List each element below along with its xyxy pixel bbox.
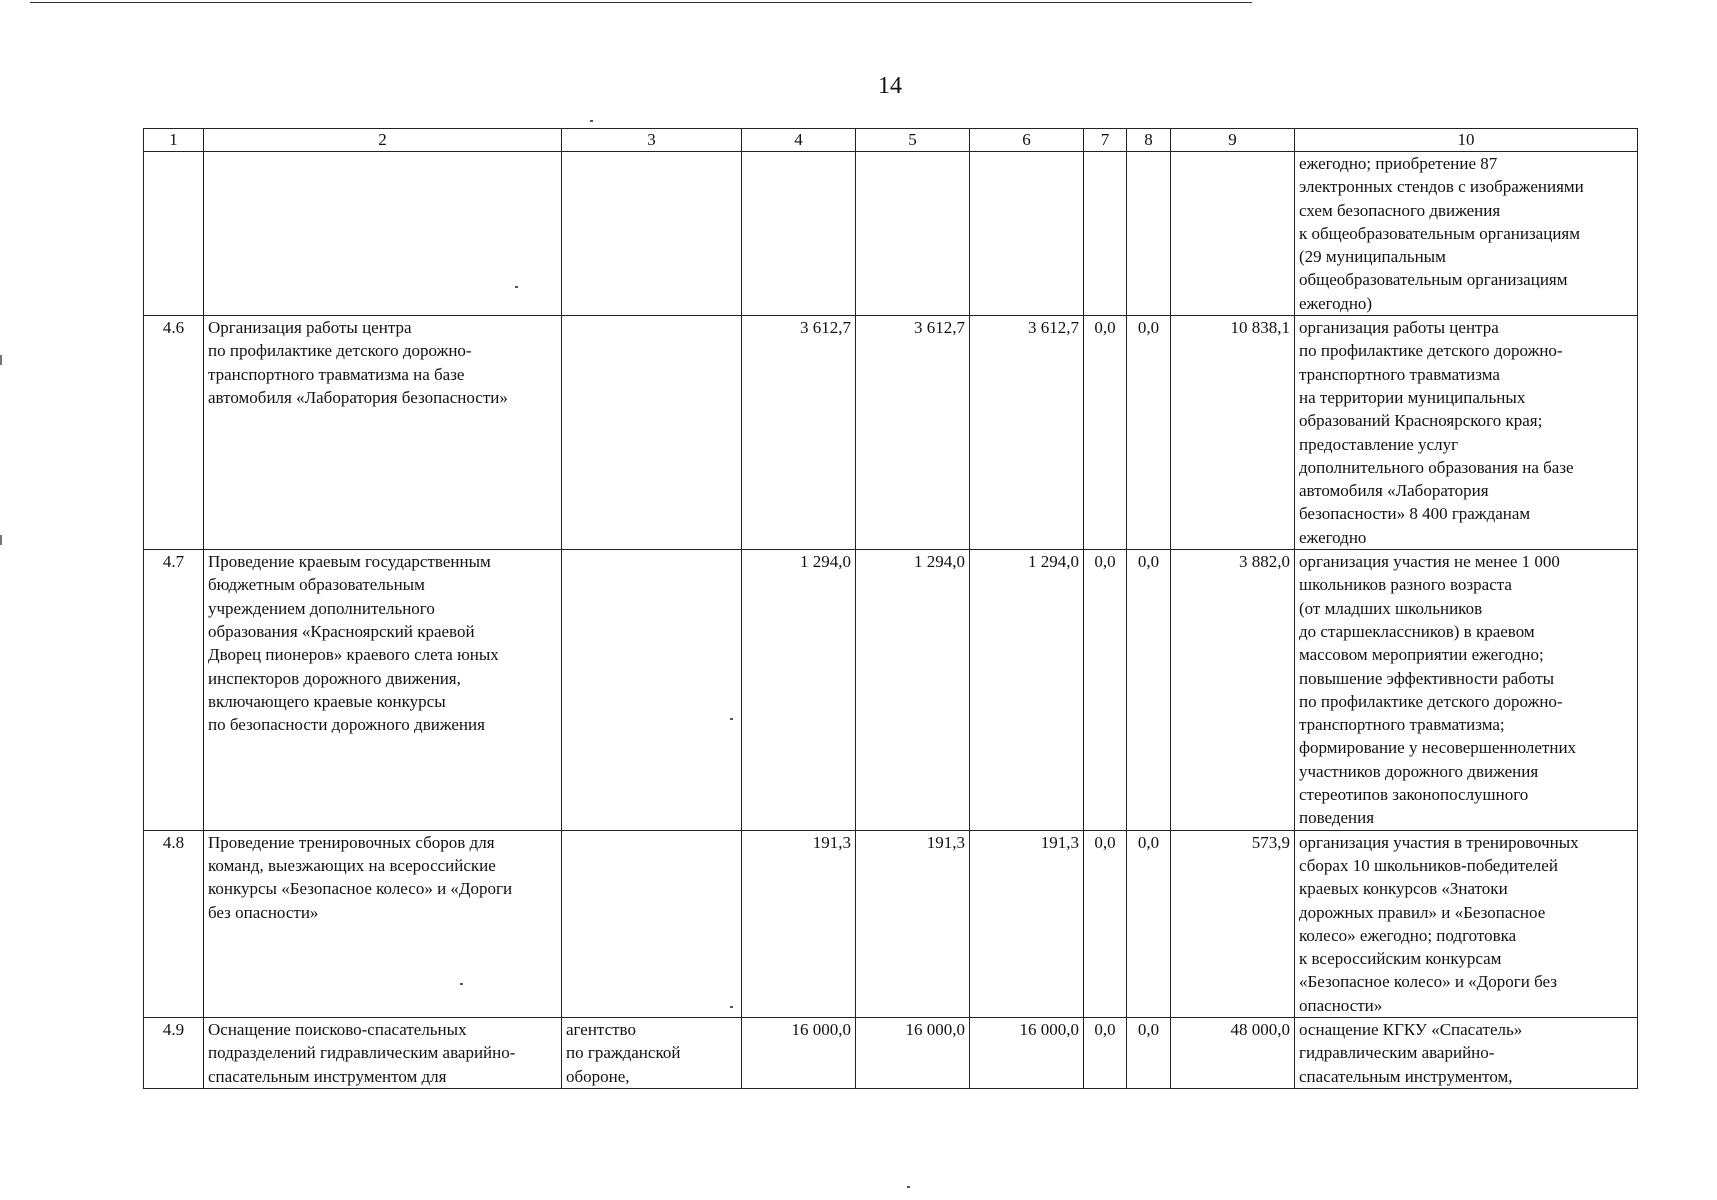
row-number-cell: 4.7 (144, 550, 204, 831)
column-header: 6 (970, 129, 1084, 152)
cell-text-line: ежегодно (1299, 527, 1367, 547)
amount-cell-7 (1084, 152, 1127, 316)
amount-cell-7: 0,0 (1084, 550, 1127, 831)
result-cell (1295, 1017, 1638, 1088)
scan-speck (590, 120, 593, 122)
cell-text-line: подразделений гидравлическим аварийно- (208, 1043, 516, 1063)
cell-text-line: безопасности» 8 400 гражданам (1299, 504, 1531, 524)
amount-cell-4: 3 612,7 (742, 316, 856, 550)
amount-cell-7: 0,0 (1084, 830, 1127, 1017)
cell-text-line: инспекторов дорожного движения, (208, 668, 461, 688)
cell-text-line: сборах 10 школьников-победителей (1299, 855, 1558, 875)
amount-cell-6 (970, 152, 1084, 316)
cell-text-line: агентство (566, 1019, 636, 1039)
cell-text-line: спасательным инструментом, (1299, 1066, 1513, 1086)
column-header: 10 (1295, 129, 1638, 152)
cell-text-line: по безопасности дорожного движения (208, 715, 485, 735)
cell-text-line: Дворец пионеров» краевого слета юных (208, 645, 499, 665)
cell-text-line: электронных стендов с изображениями (1299, 177, 1584, 197)
total-cell: 10 838,1 (1171, 316, 1295, 550)
cell-text-line: школьников разного возраста (1299, 575, 1512, 595)
cell-text-line: образований Красноярского края; (1299, 411, 1543, 431)
cell-text-line: повышение эффективности работы (1299, 668, 1555, 688)
scan-speck (907, 1186, 910, 1188)
result-cell (1295, 152, 1638, 316)
cell-text-line: поведения (1299, 808, 1375, 828)
table-row (144, 1017, 1638, 1088)
column-header: 9 (1171, 129, 1295, 152)
cell-text-line: краевых конкурсов «Знатоки (1299, 879, 1508, 899)
amount-cell-6: 16 000,0 (970, 1017, 1084, 1088)
cell-text-line: формирование у несовершеннолетних (1299, 738, 1577, 758)
cell-text-line: автомобиля «Лаборатория безопасности» (208, 387, 508, 407)
table-row (144, 316, 1638, 550)
executor-cell (562, 316, 742, 550)
column-header: 8 (1127, 129, 1171, 152)
cell-text-line: по гражданской (566, 1043, 681, 1063)
cell-text-line: дорожных правил» и «Безопасное (1299, 902, 1546, 922)
cell-text-line: автомобиля «Лаборатория (1299, 481, 1489, 501)
amount-cell-6: 191,3 (970, 830, 1084, 1017)
row-number-cell (144, 152, 204, 316)
cell-text-line: конкурсы «Безопасное колесо» и «Дороги (208, 879, 513, 899)
cell-text-line: по профилактике детского дорожно- (1299, 341, 1563, 361)
amount-cell-5: 191,3 (856, 830, 970, 1017)
cell-text-line: оснащение КГКУ «Спасатель» (1299, 1019, 1523, 1039)
cell-text-line: по профилактике детского дорожно- (208, 341, 472, 361)
amount-cell-4 (742, 152, 856, 316)
cell-text-line: организация участия в тренировочных (1299, 832, 1579, 852)
executor-cell (562, 1017, 742, 1088)
executor-cell (562, 550, 742, 831)
total-cell (1171, 152, 1295, 316)
amount-cell-8: 0,0 (1127, 830, 1171, 1017)
cell-text-line: бюджетным образовательным (208, 575, 425, 595)
cell-text-line: спасательным инструментом для (208, 1066, 447, 1086)
cell-text-line: ежегодно) (1299, 293, 1373, 313)
cell-text-line: колесо» ежегодно; подготовка (1299, 925, 1517, 945)
measure-name-cell (204, 830, 562, 1017)
cell-text-line: Оснащение поисково-спасательных (208, 1019, 467, 1039)
cell-text-line: транспортного травматизма (1299, 364, 1500, 384)
cell-text-line: учреждением дополнительного (208, 598, 435, 618)
cell-text-line: Организация работы центра (208, 318, 412, 338)
cell-text-line: предоставление услуг (1299, 434, 1459, 454)
cell-text-line: дополнительного образования на базе (1299, 457, 1574, 477)
amount-cell-8: 0,0 (1127, 316, 1171, 550)
cell-text-line: организация работы центра (1299, 318, 1499, 338)
amount-cell-8: 0,0 (1127, 1017, 1171, 1088)
cell-text-line: включающего краевые конкурсы (208, 691, 446, 711)
cell-text-line: к всероссийским конкурсам (1299, 949, 1502, 969)
total-cell: 48 000,0 (1171, 1017, 1295, 1088)
cell-text-line: (29 муниципальным (1299, 247, 1446, 267)
amount-cell-6: 1 294,0 (970, 550, 1084, 831)
column-header-row (144, 129, 1638, 152)
measure-name-cell (204, 316, 562, 550)
row-number-cell: 4.6 (144, 316, 204, 550)
cell-text-line: к общеобразовательным организациям (1299, 223, 1580, 243)
cell-text-line: стереотипов законопослушного (1299, 785, 1529, 805)
column-header: 2 (204, 129, 562, 152)
column-header: 7 (1084, 129, 1127, 152)
amount-cell-4: 191,3 (742, 830, 856, 1017)
column-header: 4 (742, 129, 856, 152)
cell-text-line: общеобразовательным организациям (1299, 270, 1568, 290)
row-number-cell: 4.9 (144, 1017, 204, 1088)
column-header: 1 (144, 129, 204, 152)
cell-text-line: схем безопасного движения (1299, 200, 1501, 220)
column-header: 3 (562, 129, 742, 152)
cell-text-line: команд, выезжающих на всероссийские (208, 855, 496, 875)
margin-tick (0, 355, 2, 365)
measure-name-cell (204, 152, 562, 316)
cell-text-line: обороне, (566, 1066, 630, 1086)
amount-cell-4: 1 294,0 (742, 550, 856, 831)
cell-text-line: (от младших школьников (1299, 598, 1483, 618)
cell-text-line: организация участия не менее 1 000 (1299, 552, 1560, 572)
amount-cell-5: 1 294,0 (856, 550, 970, 831)
result-cell (1295, 316, 1638, 550)
cell-text-line: транспортного травматизма на базе (208, 364, 465, 384)
cell-text-line: на территории муниципальных (1299, 387, 1526, 407)
executor-cell (562, 830, 742, 1017)
cell-text-line: транспортного травматизма; (1299, 715, 1505, 735)
cell-text-line: по профилактике детского дорожно- (1299, 691, 1563, 711)
cell-text-line: до старшеклассников) в краевом (1299, 621, 1535, 641)
total-cell: 3 882,0 (1171, 550, 1295, 831)
cell-text-line: Проведение тренировочных сборов для (208, 832, 495, 852)
cell-text-line: без опасности» (208, 902, 319, 922)
measure-name-cell (204, 550, 562, 831)
page-number: 14 (878, 73, 902, 99)
amount-cell-8: 0,0 (1127, 550, 1171, 831)
cell-text-line: образования «Красноярский краевой (208, 621, 475, 641)
amount-cell-5: 16 000,0 (856, 1017, 970, 1088)
cell-text-line: опасности» (1299, 995, 1383, 1015)
cell-text-line: Проведение краевым государственным (208, 552, 491, 572)
cell-text-line: гидравлическим аварийно- (1299, 1043, 1495, 1063)
executor-cell (562, 152, 742, 316)
cell-text-line: участников дорожного движения (1299, 761, 1539, 781)
top-rule (30, 2, 1252, 3)
table-row (144, 152, 1638, 316)
amount-cell-5 (856, 152, 970, 316)
amount-cell-5: 3 612,7 (856, 316, 970, 550)
result-cell (1295, 550, 1638, 831)
column-header: 5 (856, 129, 970, 152)
amount-cell-8 (1127, 152, 1171, 316)
cell-text-line: массовом мероприятии ежегодно; (1299, 645, 1544, 665)
measures-table (143, 128, 1638, 1089)
row-number-cell: 4.8 (144, 830, 204, 1017)
cell-text-line: ежегодно; приобретение 87 (1299, 154, 1498, 173)
amount-cell-6: 3 612,7 (970, 316, 1084, 550)
amount-cell-7: 0,0 (1084, 316, 1127, 550)
total-cell: 573,9 (1171, 830, 1295, 1017)
measure-name-cell (204, 1017, 562, 1088)
margin-tick (0, 535, 2, 545)
amount-cell-7: 0,0 (1084, 1017, 1127, 1088)
result-cell (1295, 830, 1638, 1017)
cell-text-line: «Безопасное колесо» и «Дороги без (1299, 972, 1557, 992)
amount-cell-4: 16 000,0 (742, 1017, 856, 1088)
table-row (144, 830, 1638, 1017)
table-row (144, 550, 1638, 831)
